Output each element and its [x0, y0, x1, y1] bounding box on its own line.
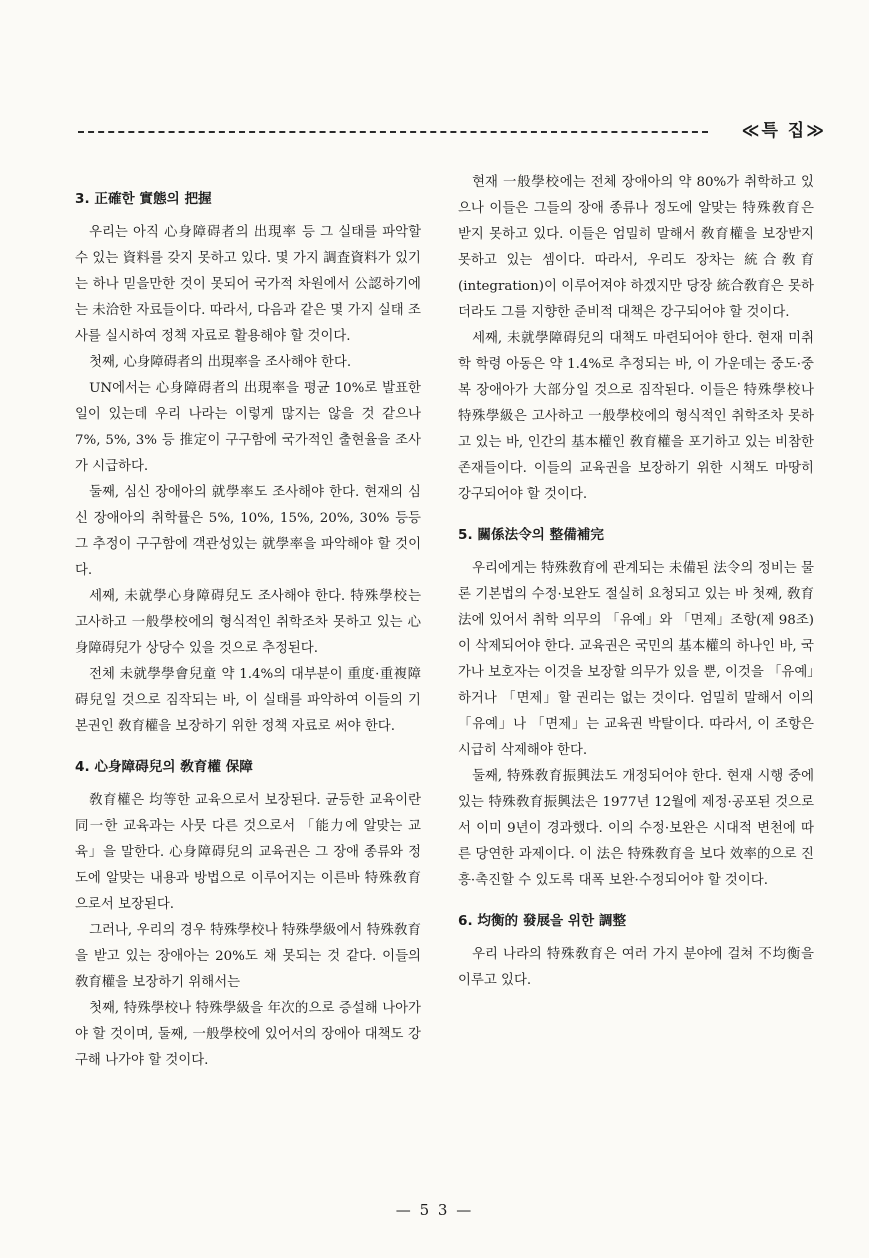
section-4-heading: 4. 心身障碍兒의 敎育權 保障 [75, 759, 253, 775]
paragraph: 그러나, 우리의 경우 特殊學校나 特殊學級에서 特殊敎育을 받고 있는 장애아는 20%도 채 못되는 것 같다. 이들의 敎育權을 보장하기 위해서는 [75, 923, 421, 990]
paragraph: 세째, 未就學障碍兒의 대책도 마련되어야 한다. 현재 미취학 학령 아동은 약 1.4%로 추정되는 바, 이 가운데는 중도·중복 장애아가 大部分일 것으로 짐작된다. 이들은 特殊學校나 特殊學級은 고사하고 一般學校에의 형식적인 취학조차 못하고 있는 바, 인간의 基本權인 敎育權을 포기하고 있는 비참한 존재들이다. 이들의 교육권을 보장하기 위한 시책도 마땅히 강구되어야 할 것이다. [458, 331, 814, 502]
paragraph: 현재 一般學校에는 전체 장애아의 약 80%가 취학하고 있으나 이들은 그들의 장애 종류나 정도에 알맞는 特殊敎育은 받지 못하고 있다. 이들은 엄밀히 말해서 敎育權을 보장받지 못하고 있는 셈이다. 따라서, 우리도 장차는 統合敎育(integration)이 이루어져야 하겠지만 당장 統合敎育은 못하더라도 그를 지향한 준비적 대책은 강구되어야 할 것이다. [458, 175, 814, 320]
right-column [458, 170, 814, 994]
section-5-heading: 5. 關係法令의 整備補完 [458, 527, 604, 543]
paragraph: 우리는 아직 心身障碍者의 出現率 등 그 실태를 파악할 수 있는 資料를 갖지 못하고 있다. 몇 가지 調査資料가 있기는 하나 믿을만한 것이 못되어 국가적 차원에서 公認하기에는 未洽한 자료들이다. 따라서, 다음과 같은 몇 가지 실태 조사를 실시하여 정책 자료로 활용해야 할 것이다. [75, 225, 421, 344]
paragraph: 첫째, 特殊學校나 特殊學級을 年次的으로 증설해 나아가야 할 것이며, 둘째, 一般學校에 있어서의 장애아 대책도 강구해 나가야 할 것이다. [75, 1001, 421, 1068]
header-dashed-rule [78, 131, 708, 133]
paragraph: 둘째, 特殊敎育振興法도 개정되어야 한다. 현재 시행 중에 있는 特殊敎育振興法은 1977년 12월에 제정·공포된 것으로서 이미 9년이 경과했다. 이의 수정·보완은 시대적 변천에 따른 당연한 과제이다. 이 法은 特殊敎育을 보다 效率的으로 진흥·촉진할 수 있도록 대폭 보완·수정되어야 할 것이다. [458, 769, 814, 888]
section-6-heading: 6. 均衡的 發展을 위한 調整 [458, 913, 627, 929]
paragraph: 첫째, 心身障碍者의 出現率을 조사해야 한다. [89, 355, 352, 370]
paragraph: 敎育權은 均等한 교육으로서 보장된다. 균등한 교육이란 同一한 교육과는 사뭇 다른 것으로서 「能力에 알맞는 교육」을 말한다. 心身障碍兒의 교육권은 그 장애 종류와 정도에 알맞는 내용과 방법으로 이루어지는 이른바 特殊敎育으로서 보장된다. [75, 793, 421, 912]
paragraph: 우리에게는 特殊敎育에 관계되는 未備된 法令의 정비는 물론 기본법의 수정·보완도 절실히 요청되고 있는 바 첫째, 敎育法에 있어서 취학 의무의 「유예」와 「면제」조항(제 98조)이 삭제되어야 한다. 교육권은 국민의 基本權의 하나인 바, 국가나 보호자는 이것을 보장할 의무가 있을 뿐, 이것을 「유예」하거나 「면제」할 권리는 없는 것이다. 엄밀히 말해서 이의 「유예」나 「면제」는 교육권 박탈이다. 따라서, 이 조항은 시급히 삭제해야 한다. [458, 561, 814, 758]
paragraph: 둘째, 심신 장애아의 就學率도 조사해야 한다. 현재의 심신 장애아의 취학률은 5%, 10%, 15%, 20%, 30% 등등 그 추정이 구구함에 객관성있는 就學率을 파악해야 할 것이다. [75, 485, 421, 578]
paragraph: UN에서는 心身障碍者의 出現率을 평균 10%로 발표한 일이 있는데 우리 나라는 이렇게 많지는 않을 것 같으나 7%, 5%, 3% 등 推定이 구구함에 국가적인 출현율을 조사가 시급하다. [75, 381, 421, 474]
paragraph: 우리 나라의 特殊敎育은 여러 가지 분야에 걸쳐 不均衡을 이루고 있다. [458, 947, 814, 988]
paragraph: 전체 未就學學會兒童 약 1.4%의 대부분이 重度·重複障碍兒일 것으로 짐작되는 바, 이 실태를 파악하여 이들의 기본권인 敎育權을 보장하기 위한 정책 자료로 써야 한다. [75, 667, 421, 734]
section-3-heading: 3. 正確한 實態의 把握 [75, 191, 212, 207]
page-header [78, 118, 826, 144]
page-number: — 5 3 — [395, 1201, 474, 1219]
paragraph: 세째, 未就學心身障碍兒도 조사해야 한다. 特殊學校는 고사하고 一般學校에의 형식적인 취학조차 못하고 있는 心身障碍兒가 상당수 있을 것으로 추정된다. [75, 589, 421, 656]
section-tag: ≪특 집≫ [741, 121, 826, 141]
left-column [75, 186, 421, 1074]
